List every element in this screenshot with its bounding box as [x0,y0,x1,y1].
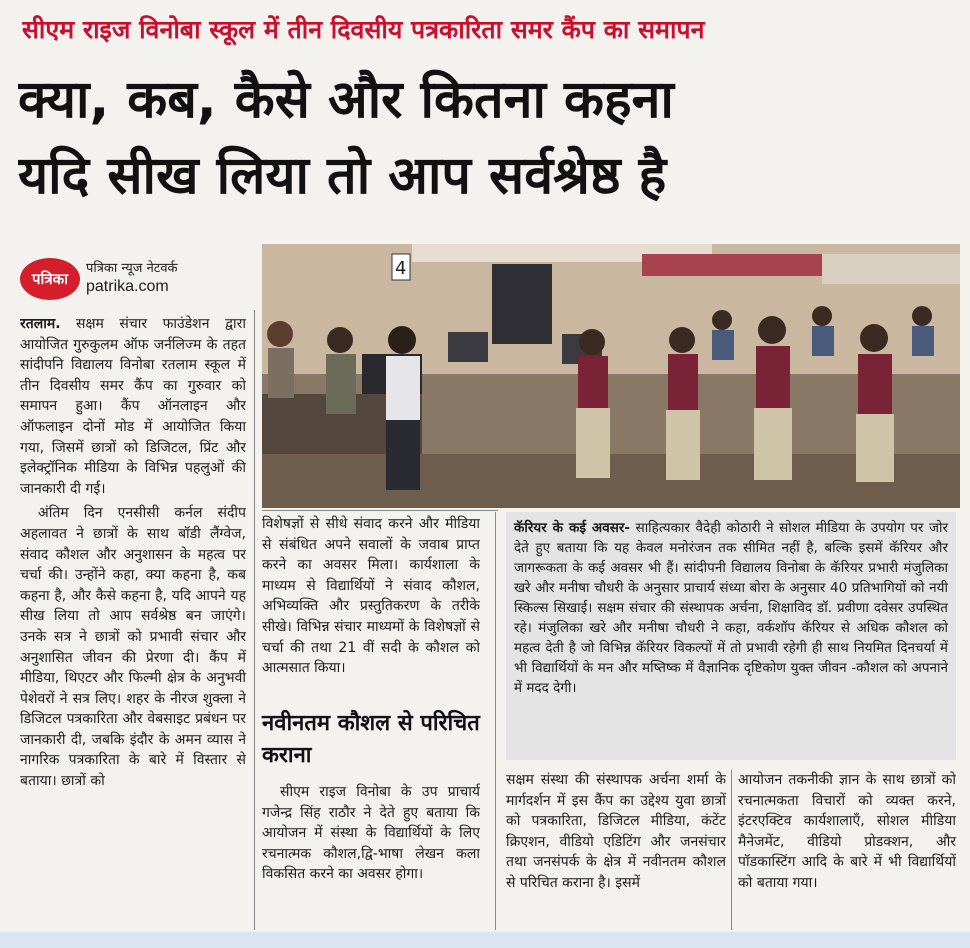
column-divider [495,512,496,930]
byline [20,256,260,304]
caption-title: कॅरियर के कई अवसर- [514,520,631,536]
caption-text: साहित्यकार वैदेही कोठारी ने सोशल मीडिया के उपयोग पर जोर देते हुए बताया कि यह केवल मनोरंजन तक सीमित नहीं है, बल्कि इसमें कॅरियर और जागरूकता के कई अवसर भी हैं। सांदीपनी विद्यालय विनोबा के कॅरियर प्रभारी मंजुलिका खरे और मनीषा चौधरी के अनुसार प्राचार्य संध्या बोरा के अनुसार 40 प्रतिभागियों को नयी स्किल्स सिखाई। सक्षम संचार की संस्थापक अर्चना, शिक्षाविद डॉ. प्रवीणा दवेसर उपस्थित रहे। मंजुलिका खरे और मनीषा चौधरी ने कहा, वर्कशॉप कॅरियर से अधिक कौशल को महत्व देती है जो विभिन्न कॅरियर विकल्पों में तो प्रभावी रहेगी ही साथ नियमित दिनचर्या में भी विद्यार्थियों के मन और मष्तिष्क में वैज्ञानिक दृष्टिकोण युक्त जीवन -कौशल को अपनाने में मदद देगी। [514,520,949,696]
paragraph: अंतिम दिन एनसीसी कर्नल संदीप अहलावत ने छात्रों के साथ बॉडी लैंग्वेज, संवाद कौशल और अनुशासन के महत्व पर चर्चा की। उन्होंने कहा, क्या कहना है, कब कहना है, और कैसे कहना है, यदि आपने यह सीख लिया तो आप सर्वश्रेष्ठ बन जाएंगे। उनके सत्र ने छात्रों को प्रभावी संचार और अनुशासित जीवन की प्रेरणा दी। कैंप में मीडिया, थिएटर और फिल्मी क्षेत्र के अनुभवी पेशेवरों ने सत्र लिए। शहर के नीरज शुक्ला ने डिजिटल पत्रकारिता और वेबसाइट प्रबंधन पर जानकारी दी, जबकि इंदौर के अमन व्यास ने नागरिक पत्रकारिता के बारे में विस्तार से बताया। छात्रों को [20,505,246,790]
article-column-4 [738,770,956,930]
patrika-logo-icon: पत्रिका [20,258,80,300]
headline-line-2: यदि सीख लिया तो आप सर्वश्रेष्ठ है [18,146,667,206]
article-column-2-continued [262,782,480,928]
agency-name: पत्रिका न्यूज नेटवर्क [86,261,178,276]
article-column-2 [262,514,480,702]
paragraph: सक्षम संस्था की संस्थापक अर्चना शर्मा के मार्गदर्शन में इस कैंप का उद्देश्य युवा छात्रों को पत्रकारिता, डिजिटल मीडिया, कंटेंट क्रिएशन, वीडियो एडिटिंग और जनसंचार तथा जनसंपर्क के क्षेत्र में नवीनतम कौशल से परिचित कराना है। इसमें [506,772,726,891]
main-headline [18,62,958,214]
article-column-3 [506,770,726,930]
column-divider [254,310,255,930]
paragraph: विशेषज्ञों से सीधे संवाद करने और मीडिया से संबंधित अपने सवालों के जवाब प्राप्त करने का अवसर मिला। कार्यशाला के माध्यम से विद्यार्थियों ने संवाद कौशल, अभिव्यक्ति और प्रस्तुतिकरण के तरीके सीखे। विभिन्न संचार माध्यमों के विशेषज्ञों से चर्चा की तथा 21 वीं सदी के कौशल को आत्मसात किया। [262,516,480,677]
section-divider [262,510,498,511]
news-photo [262,244,960,508]
article-column-1 [20,314,246,928]
lead-text: सक्षम संचार फाउंडेशन द्वारा आयोजित गुरुकुलम ऑफ जर्नलिज्म के तहत सांदीपनि विद्यालय विनोबा रतलाम स्कूल में तीन दिवसीय समर कैंप का गुरुवार को समापन हुआ। कैंप ऑनलाइन और ऑफलाइन दोनों मोड में आयोजित किया गया, जिसमें छात्रों को डिजिटल, प्रिंट और इलेक्ट्रॉनिक मीडिया के विभिन्न पहलुओं की जानकारी दी गई। [20,316,246,497]
subheading: नवीनतम कौशल से परिचित कराना [262,711,480,768]
column-divider [731,770,732,930]
headline-line-1: क्या, कब, कैसे और कितना कहना [18,70,674,130]
site-url: patrika.com [86,278,169,295]
dateline: रतलाम. [20,316,61,332]
paragraph: सीएम राइज विनोबा के उप प्राचार्य गजेन्द्र सिंह राठौर ने देते हुए बताया कि आयोजन में संस्था के विद्यार्थियों के लिए रचनात्मक कौशल,द्वि-भाषा लेखन कला विकसित करने का अवसर होगा। [262,784,480,883]
paragraph: आयोजन तकनीकी ज्ञान के साथ छात्रों को रचनात्मकता विचारों को व्यक्त करने, इंटरएक्टिव कार्यशालाएँ, सोशल मीडिया मैनेजमेंट, वीडियो प्रोडक्शन, और पॉडकास्टिंग आदि के बारे में भी विद्यार्थियों को बताया गया। [738,772,956,891]
kicker-headline: सीएम राइज विनोबा स्कूल में तीन दिवसीय पत्रकारिता समर कैंप का समापन [22,15,705,44]
board-number: 4 [395,258,407,279]
classroom-photo-illustration [262,244,960,508]
next-article-strip [0,932,970,948]
lead-paragraph [20,314,246,499]
photo-caption-box [506,512,956,760]
